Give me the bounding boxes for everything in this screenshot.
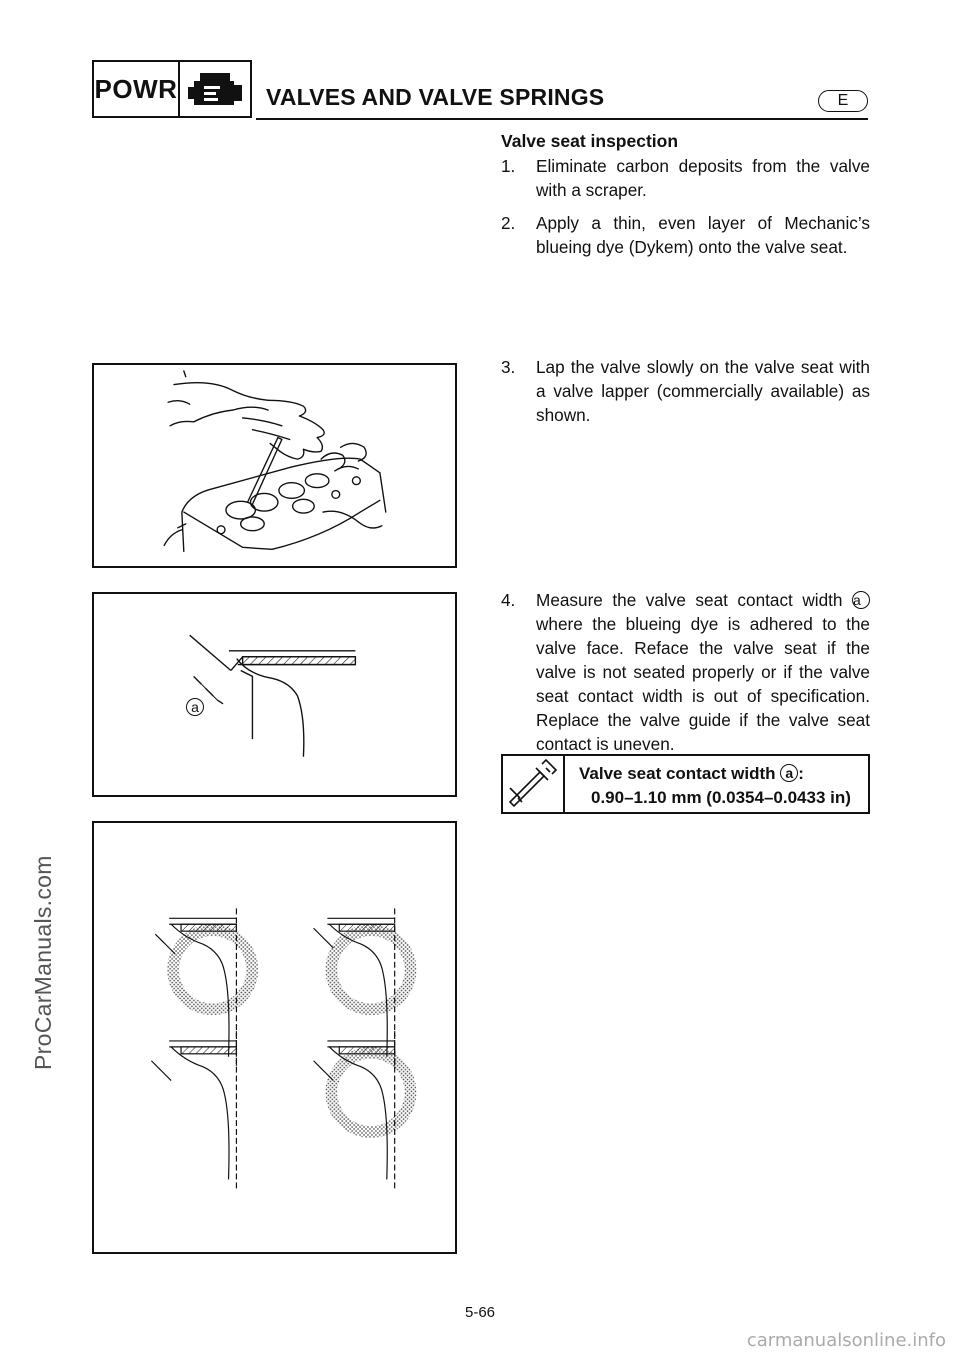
figure-contact-patterns [92,821,457,1254]
step-number: 4. [501,590,516,610]
spec-text [565,756,851,812]
bottom-watermark: carmanualsonline.info [746,1330,946,1351]
side-watermark: ProCarManuals.com [30,855,56,1070]
step-number: 3. [501,357,516,377]
step-text-part: Measure the valve seat contact width [536,590,843,610]
spec-label-line [579,762,851,786]
step-number: 2. [501,213,516,233]
title-underline [256,118,868,120]
figure-contact-width [92,592,457,797]
marker-a: a [186,698,204,716]
spec-label-suffix: : [798,764,804,783]
page-number: 5-66 [464,1304,496,1321]
spec-label: Valve seat contact width [579,764,776,783]
step-text: Eliminate carbon deposits from the valve with a scraper. [536,156,870,200]
spec-value: 0.90–1.10 mm (0.0354–0.0433 in) [591,788,851,807]
section-badge [92,60,252,118]
language-badge: E [818,90,868,112]
spec-box [501,754,870,814]
marker-a: a [780,764,798,782]
step-text [536,588,870,756]
caliper-icon [503,756,565,812]
step-text: Lap the valve slowly on the valve seat with a valve lapper (commercially available) as shown. [536,357,870,425]
step-3 [501,355,870,427]
step-1 [501,154,870,202]
section-heading: Valve seat inspection [501,131,679,151]
marker-a: a [852,591,870,609]
step-4 [501,588,870,756]
page-title: VALVES AND VALVE SPRINGS [266,84,605,110]
step-number: 1. [501,156,516,176]
engine-icon [180,62,250,116]
step-text-part: where the blueing dye is adhered to the valve face. Reface the valve seat if the valve is not seated properly or if the valve seat contact width is out of specification. Replace the valve guide if the valve seat contact is uneven. [536,614,870,754]
step-text: Apply a thin, even layer of Mechanic’s blueing dye (Dykem) onto the valve seat. [536,213,870,257]
section-code: POWR [94,62,180,116]
step-2 [501,211,870,259]
figure-valve-lapping [92,363,457,568]
